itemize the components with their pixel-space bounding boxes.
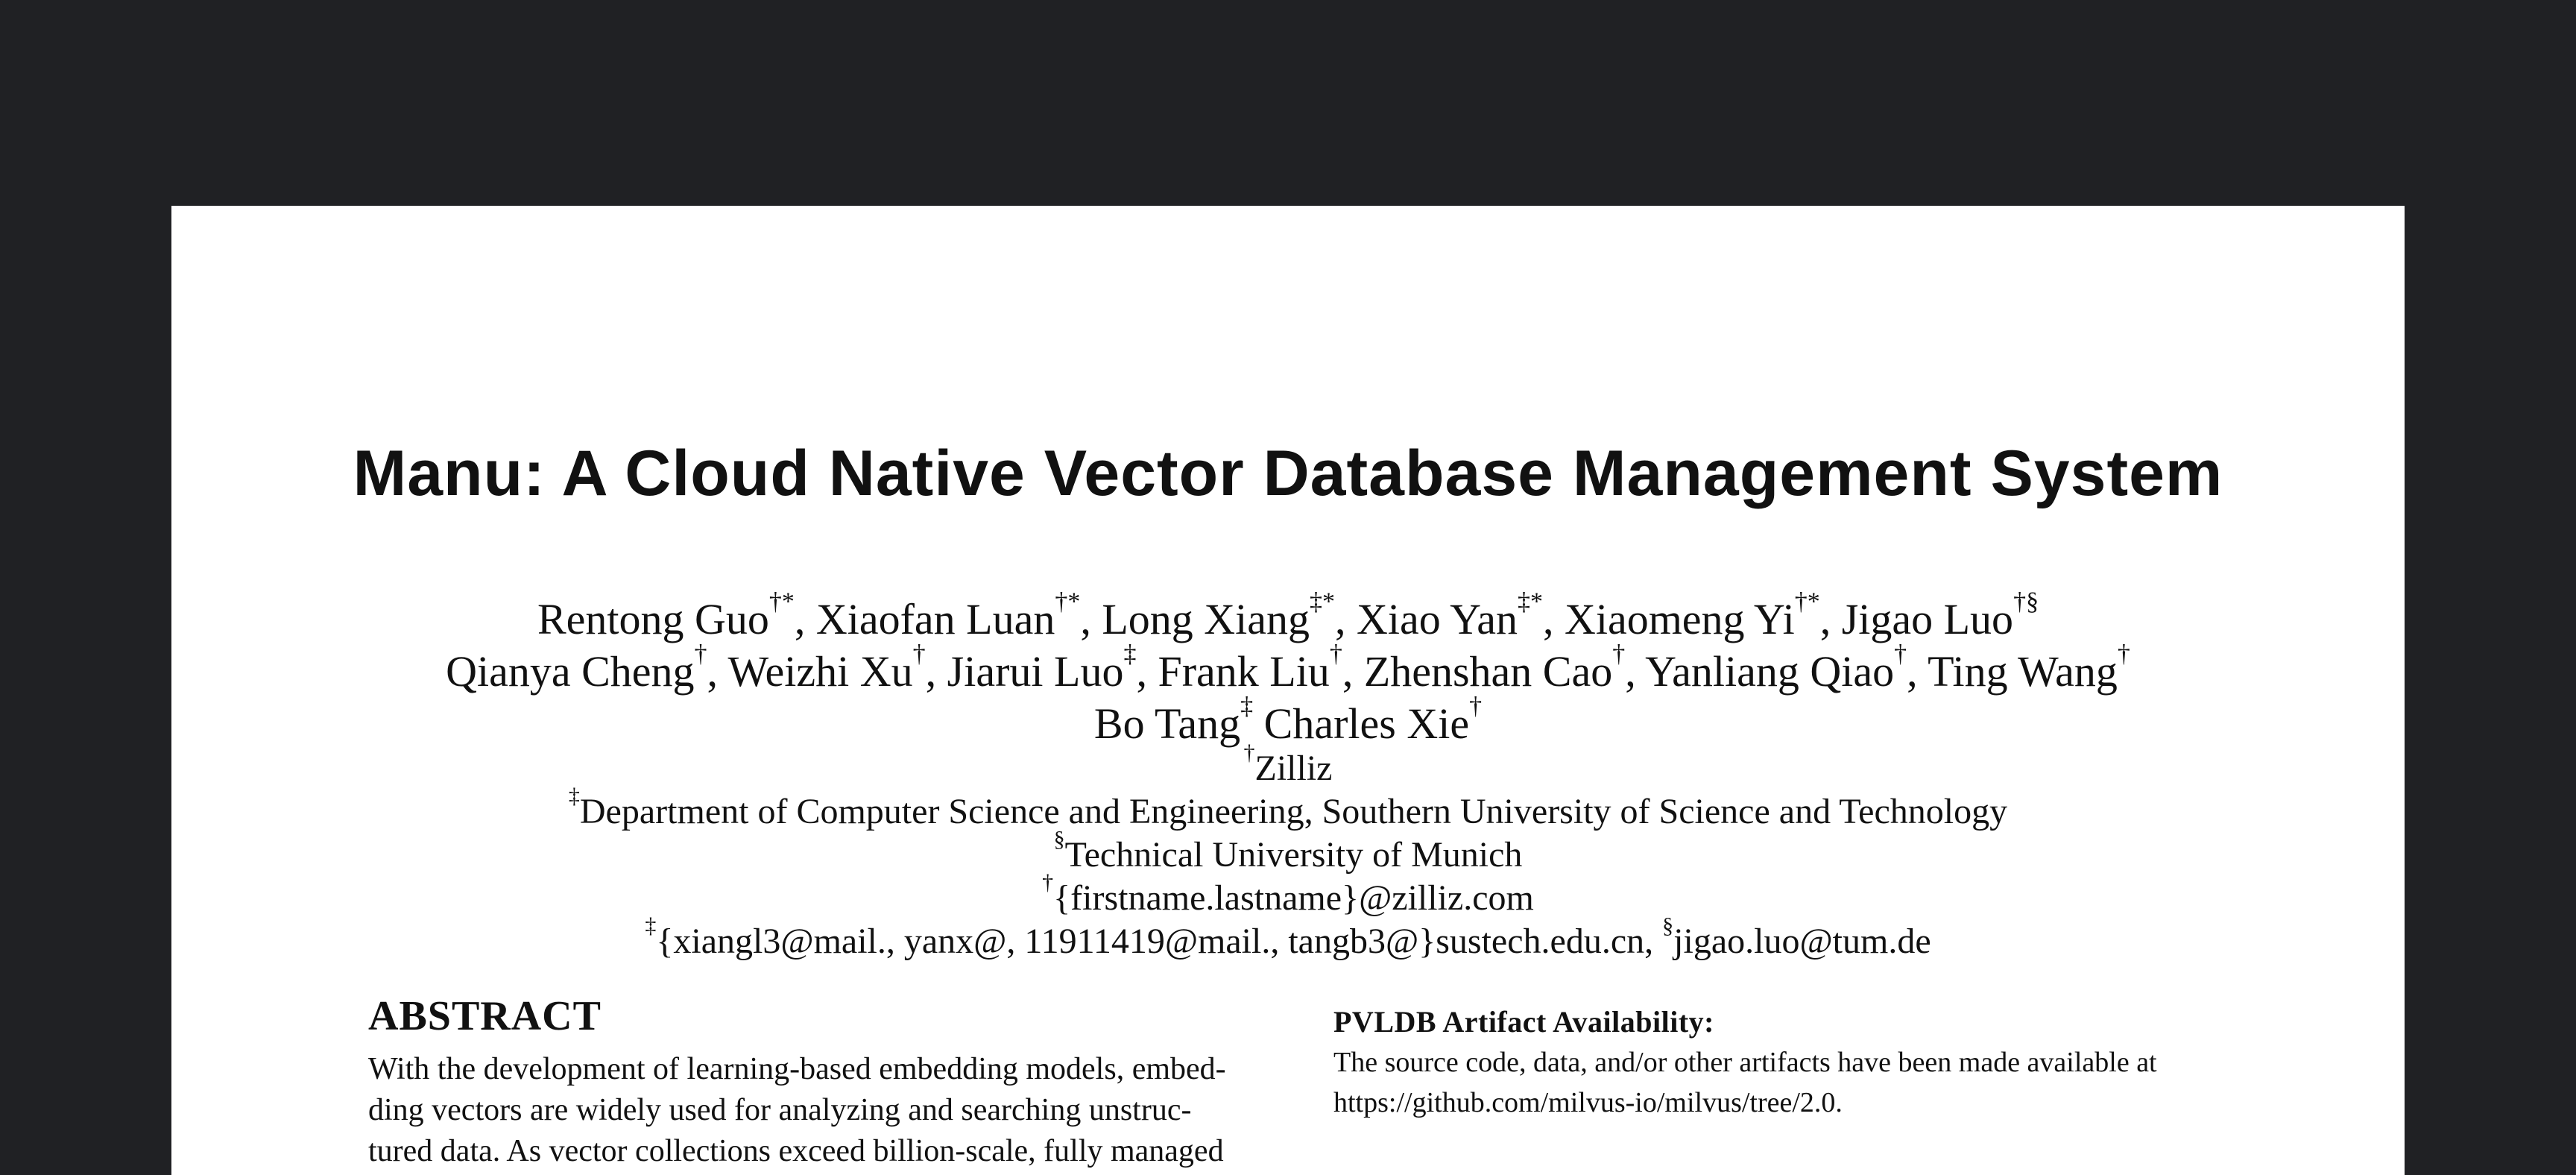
author-mark: † [1329, 640, 1342, 668]
author-name: Rentong Guo [537, 595, 769, 643]
author-name: Qianya Cheng [446, 647, 695, 696]
author-mark: † [1612, 640, 1626, 668]
abstract-line: ding vectors are widely used for analyzing and searching unstruc- [368, 1093, 1192, 1127]
email-list-sustech: {xiangl3@mail., yanx@, 11911419@mail., tangb3@}sustech.edu.cn, [656, 922, 1663, 961]
paper-title: Manu: A Cloud Native Vector Database Management System [353, 438, 2223, 509]
author-name: Yanliang Qiao [1645, 647, 1895, 696]
author-separator: , [794, 595, 816, 643]
author-mark: † [2117, 640, 2130, 668]
author-line-1 [171, 588, 2405, 646]
author-mark: † [1894, 640, 1907, 668]
author-line-3 [171, 692, 2405, 750]
artifact-text [1333, 1042, 2302, 1123]
author-mark: †* [768, 588, 795, 616]
artifact-line: The source code, data, and/or other artifacts have been made available at [1333, 1047, 2157, 1078]
author-name: Bo Tang [1093, 699, 1241, 748]
author-mark: † [1469, 692, 1483, 720]
author-separator: , [1335, 595, 1357, 643]
author-name: Frank Liu [1158, 647, 1330, 696]
affiliation-text: Department of Computer Science and Engineering, Southern University of Science and Technology [579, 792, 2008, 831]
author-separator: , [1625, 647, 1646, 696]
author-name: Jiarui Luo [947, 647, 1124, 696]
affiliation-mark: § [1053, 827, 1065, 851]
affiliation-emails [171, 913, 2405, 963]
author-line-2 [171, 640, 2405, 698]
author-separator: , [1136, 647, 1158, 696]
author-mark: ‡* [1517, 588, 1543, 616]
affiliation-tum [171, 827, 2405, 877]
affiliation-sustech [171, 784, 2405, 834]
affiliation-mark: ‡ [568, 784, 580, 808]
artifact-link[interactable]: https://github.com/milvus-io/milvus/tree/2.0. [1333, 1087, 1843, 1118]
author-mark: †§ [2013, 588, 2039, 616]
affiliation-email-zilliz [171, 870, 2405, 920]
author-name: Xiao Yan [1357, 595, 1518, 643]
affiliation-text: Technical University of Munich [1064, 835, 1523, 875]
author-name: Long Xiang [1102, 595, 1310, 643]
abstract-heading: ABSTRACT [368, 993, 602, 1039]
author-name: Charles Xie [1263, 699, 1470, 748]
author-block [171, 588, 2405, 750]
abstract-line: tured data. As vector collections exceed billion-scale, fully managed [368, 1134, 1224, 1168]
affiliation-mark: † [1042, 870, 1054, 895]
author-mark: † [694, 640, 707, 668]
author-name: Weizhi Xu [727, 647, 913, 696]
author-separator: , [1080, 595, 1102, 643]
affiliation-mark: § [1662, 913, 1674, 938]
author-separator: , [1342, 647, 1364, 696]
author-name: Xiaomeng Yi [1564, 595, 1795, 643]
author-mark: ‡* [1310, 588, 1336, 616]
author-name: Zhenshan Cao [1363, 647, 1613, 696]
author-mark: †* [1055, 588, 1081, 616]
author-mark: † [912, 640, 926, 668]
artifact-heading: PVLDB Artifact Availability: [1333, 1005, 1714, 1039]
author-mark: †* [1794, 588, 1820, 616]
author-separator: , [925, 647, 947, 696]
affiliation-mark: † [1243, 740, 1255, 765]
abstract-line: With the development of learning-based embedding models, embed- [368, 1052, 1226, 1086]
author-mark: ‡ [1240, 692, 1254, 720]
email-tum: jigao.luo@tum.de [1673, 922, 1931, 961]
affiliation-text: Zilliz [1254, 749, 1333, 788]
artifact-availability [1333, 1002, 2302, 1123]
author-separator: , [1819, 595, 1842, 643]
affiliation-text: {firstname.lastname}@zilliz.com [1053, 878, 1534, 918]
author-separator: , [1542, 595, 1565, 643]
author-name: Jigao Luo [1841, 595, 2014, 643]
affiliation-block [171, 740, 2405, 963]
abstract-body [368, 1049, 1278, 1172]
author-mark: ‡ [1123, 640, 1137, 668]
author-separator: , [707, 647, 728, 696]
affiliation-mark: ‡ [645, 913, 657, 938]
author-name: Ting Wang [1928, 647, 2118, 696]
pdf-page [171, 206, 2405, 1175]
affiliation-zilliz [171, 740, 2405, 790]
author-separator: , [1907, 647, 1928, 696]
author-name: Xiaofan Luan [815, 595, 1055, 643]
